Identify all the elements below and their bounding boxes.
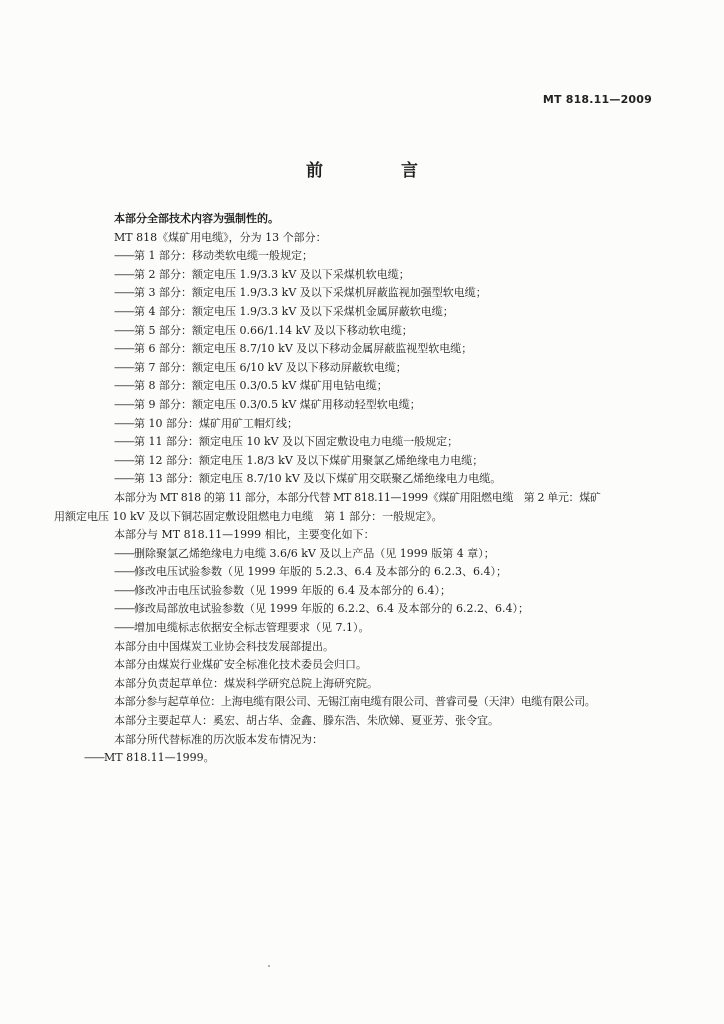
foreword-body [54, 210, 664, 768]
replacement-line: 本部分为 MT 818 的第 11 部分，本部分代替 MT 818.11—1999《煤矿用阻燃电缆 第 2 单元：煤矿 [114, 490, 601, 504]
changes-intro: 本部分与 MT 818.11—1999 相比，主要变化如下： [114, 528, 375, 542]
history-list [84, 749, 664, 768]
change-item: —— 修改电压试验参数（见 1999 年版的 5.2.3、6.4 及本部分的 6.2.3、6.4）； [84, 563, 664, 582]
drafters: 本部分主要起草人：奚宏、胡占华、金鑫、滕东浩、朱欣娣、夏亚芳、张令宜。 [114, 714, 499, 728]
page-title: 前 言 [306, 161, 454, 181]
history-item: —— MT 818.11—1999。 [84, 749, 664, 768]
part-item: —— 第 11 部分：额定电压 10 kV 及以下固定敷设电力电缆一般规定； [84, 433, 664, 452]
part-item: —— 第 7 部分：额定电压 6/10 kV 及以下移动屏蔽软电缆； [84, 359, 664, 378]
drafting-unit: 本部分负责起草单位：煤炭科学研究总院上海研究院。 [114, 676, 378, 690]
change-item: —— 增加电缆标志依据安全标志管理要求（见 7.1）。 [84, 619, 664, 638]
proposed-by: 本部分由中国煤炭工业协会科技发展部提出。 [114, 639, 334, 653]
parts-list [84, 247, 664, 489]
changes-list [84, 545, 664, 638]
standard-code: MT 818.11—2009 [542, 93, 652, 106]
part-item: —— 第 10 部分：煤矿用矿工帽灯线； [84, 415, 664, 434]
scan-speck [268, 965, 270, 967]
part-item: —— 第 4 部分：额定电压 1.9/3.3 kV 及以下采煤机金属屏蔽软电缆； [84, 303, 664, 322]
part-item: —— 第 8 部分：额定电压 0.3/0.5 kV 煤矿用电钻电缆； [84, 377, 664, 396]
mandatory-note: 本部分全部技术内容为强制性的。 [114, 212, 279, 225]
participating-units: 本部分参与起草单位：上海电缆有限公司、无锡江南电缆有限公司、普睿司曼（天津）电缆有限公司。 [114, 695, 596, 709]
part-item: —— 第 2 部分：额定电压 1.9/3.3 kV 及以下采煤机软电缆； [84, 266, 664, 285]
part-item: —— 第 13 部分：额定电压 8.7/10 kV 及以下煤矿用交联聚乙烯绝缘电力电缆。 [84, 470, 664, 489]
history-intro: 本部分所代替标准的历次版本发布情况为： [114, 732, 323, 746]
part-item: —— 第 3 部分：额定电压 1.9/3.3 kV 及以下采煤机屏蔽监视加强型软电缆； [84, 284, 664, 303]
change-item: —— 修改局部放电试验参数（见 1999 年版的 6.2.2、6.4 及本部分的 6.2.2、6.4）； [84, 600, 664, 619]
part-item: —— 第 5 部分：额定电压 0.66/1.14 kV 及以下移动软电缆； [84, 322, 664, 341]
part-item: —— 第 12 部分：额定电压 1.8/3 kV 及以下煤矿用聚氯乙烯绝缘电力电缆； [84, 452, 664, 471]
change-item: —— 删除聚氯乙烯绝缘电力电缆 3.6/6 kV 及以上产品（见 1999 版第 4 章）； [84, 545, 664, 564]
change-item: —— 修改冲击电压试验参数（见 1999 年版的 6.4 及本部分的 6.4）； [84, 582, 664, 601]
part-item: —— 第 1 部分：移动类软电缆一般规定； [84, 247, 664, 266]
series-intro: MT 818《煤矿用电缆》，分为 13 个部分： [114, 230, 327, 244]
replacement-paragraph [54, 489, 664, 526]
managed-by: 本部分由煤炭行业煤矿安全标准化技术委员会归口。 [114, 658, 367, 672]
part-item: —— 第 6 部分：额定电压 8.7/10 kV 及以下移动金属屏蔽监视型软电缆； [84, 340, 664, 359]
part-item: —— 第 9 部分：额定电压 0.3/0.5 kV 煤矿用移动轻型软电缆； [84, 396, 664, 415]
replacement-line: 用额定电压 10 kV 及以下铜芯固定敷设阻燃电力电缆 第 1 部分：一般规定》。 [54, 509, 443, 523]
